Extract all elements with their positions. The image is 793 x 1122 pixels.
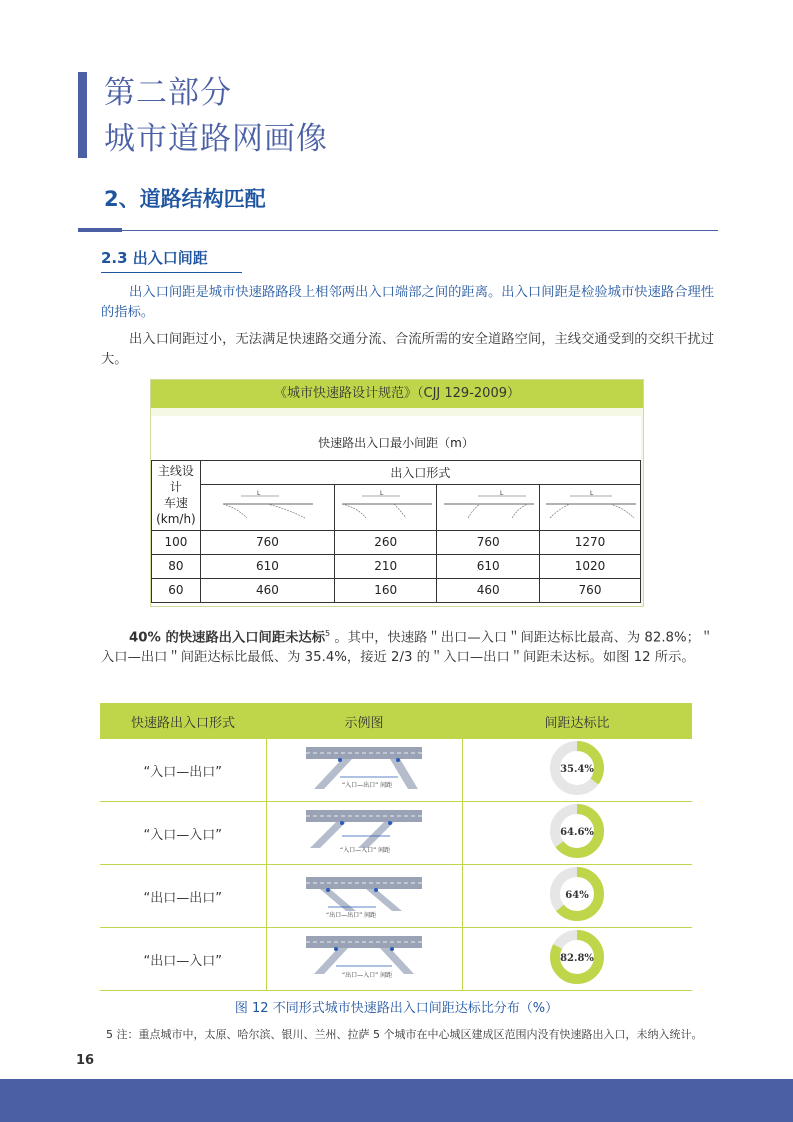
ratio-donut <box>549 866 605 922</box>
form-header: 出入口形式 <box>200 460 640 484</box>
ramp-compliance-figure <box>100 703 692 991</box>
section-title: 2、道路结构匹配 <box>104 187 266 211</box>
page-number: 16 <box>76 1053 95 1068</box>
ramp-diagram-label: L <box>590 489 594 497</box>
value-cell: 1270 <box>540 530 641 554</box>
speed-cell: 80 <box>152 554 201 578</box>
speed-cell: 60 <box>152 578 201 602</box>
value-cell: 210 <box>335 554 437 578</box>
form-diagram-exit-exit <box>437 484 540 530</box>
ramp-compliance-table <box>100 703 692 991</box>
ramp-diagram-icon <box>336 486 436 526</box>
col-header-ratio: 间距达标比 <box>462 703 692 739</box>
heading-accent-bar <box>78 72 87 158</box>
ratio-cell <box>462 739 692 802</box>
value-cell: 610 <box>437 554 540 578</box>
spec-row <box>152 530 641 554</box>
ratio-donut <box>549 929 605 985</box>
example-diagram <box>266 802 462 865</box>
form-diagram-entry-exit <box>200 484 334 530</box>
table-row <box>100 739 692 802</box>
value-cell: 760 <box>437 530 540 554</box>
example-diagram <box>266 739 462 802</box>
footnote: 5 注：重点城市中，太原、哈尔滨、银川、兰州、拉萨 5 个城市在中心城区建成区范围内没有快速路出入口，未纳入统计。 <box>106 1028 703 1041</box>
speed-header-line3: (km/h) <box>156 512 196 526</box>
paragraph-definition-text: 出入口间距是城市快速路路段上相邻两出入口端部之间的距离。出入口间距是检验城市快速路合理性的指标。 <box>101 285 715 320</box>
value-cell: 160 <box>335 578 437 602</box>
value-cell: 760 <box>200 530 334 554</box>
form-diagram-entry-entry <box>335 484 437 530</box>
spec-row <box>152 578 641 602</box>
ramp-diagram-icon <box>438 486 538 526</box>
section-divider <box>78 230 718 231</box>
paragraph-issue: 出入口间距过小，无法满足快速路交通分流、合流所需的安全道路空间，主线交通受到的交织干扰过大。 <box>101 332 715 367</box>
footnote-ref: 5 <box>325 629 331 638</box>
ramp-diagram-label: L <box>379 489 384 497</box>
ratio-cell <box>462 802 692 865</box>
paragraph-definition <box>101 283 719 323</box>
example-caption: “入口—入口” 间距 <box>340 847 391 854</box>
ramp-diagram-icon <box>217 486 317 526</box>
example-caption: “出口—出口” 间距 <box>326 912 377 919</box>
subsection-title: 2.3 出入口间距 <box>101 249 208 267</box>
ratio-donut <box>549 803 605 859</box>
ramp-example-icon <box>306 869 422 919</box>
example-caption: “入口—出口” 间距 <box>342 782 393 789</box>
donut-label: 82.8% <box>560 953 595 964</box>
value-cell: 610 <box>200 554 334 578</box>
speed-header-line1: 主线设计 <box>157 464 194 494</box>
donut-label: 64.6% <box>560 827 595 838</box>
value-cell: 760 <box>540 578 641 602</box>
value-cell: 1020 <box>540 554 641 578</box>
spec-grid <box>151 426 641 603</box>
ramp-diagram-icon <box>540 486 640 526</box>
ratio-donut <box>549 740 605 796</box>
paragraph-findings <box>101 624 719 668</box>
chapter-title: 城市道路网画像 <box>104 121 328 157</box>
form-diagram-exit-entry <box>540 484 641 530</box>
speed-header-line2: 车速 <box>163 496 188 510</box>
spec-table-header: 《城市快速路设计规范》（CJJ 129-2009） <box>151 380 643 408</box>
speed-header <box>152 460 201 530</box>
table-row <box>100 928 692 991</box>
spec-subtitle: 快速路出入口最小间距（m） <box>318 436 474 451</box>
form-label: “出口—出口” <box>100 865 266 928</box>
table-row <box>100 802 692 865</box>
ramp-example-icon <box>306 932 422 982</box>
spec-table-body <box>151 416 641 606</box>
ramp-diagram-label: L <box>500 489 504 497</box>
spec-row <box>152 554 641 578</box>
design-spec-table <box>150 379 644 607</box>
part-title: 第二部分 <box>104 75 232 111</box>
footer-band <box>0 1079 793 1122</box>
example-diagram <box>266 928 462 991</box>
findings-highlight: 40% 的快速路出入口间距未达标 <box>129 630 326 646</box>
ramp-example-icon <box>306 806 422 856</box>
donut-label: 64% <box>565 890 589 901</box>
col-header-example: 示例图 <box>266 703 462 739</box>
donut-label: 35.4% <box>560 764 595 775</box>
col-header-form: 快速路出入口形式 <box>100 703 266 739</box>
section-divider-accent <box>78 228 122 232</box>
ratio-cell <box>462 865 692 928</box>
subsection-underline <box>101 272 242 273</box>
table-row <box>100 865 692 928</box>
form-label: “入口—入口” <box>100 802 266 865</box>
form-label: “出口—入口” <box>100 928 266 991</box>
value-cell: 460 <box>437 578 540 602</box>
example-caption: “出口—入口” 间距 <box>342 972 393 979</box>
value-cell: 460 <box>200 578 334 602</box>
ratio-cell <box>462 928 692 991</box>
figure-caption: 图 12 不同形式城市快速路出入口间距达标比分布（%） <box>234 1001 559 1016</box>
speed-cell: 100 <box>152 530 201 554</box>
form-label: “入口—出口” <box>100 739 266 802</box>
findings-rest: 。其中，快速路＂出口—入口＂间距达标比最高、为 82.8%；＂入口—出口＂间距达标比最低、为 35.4%，接近 2/3 的＂入口—出口＂间距未达标。如图 12 所示。 <box>101 630 714 666</box>
value-cell: 260 <box>335 530 437 554</box>
ramp-diagram-label: L <box>257 489 261 497</box>
example-diagram <box>266 865 462 928</box>
ramp-example-icon <box>306 743 422 793</box>
